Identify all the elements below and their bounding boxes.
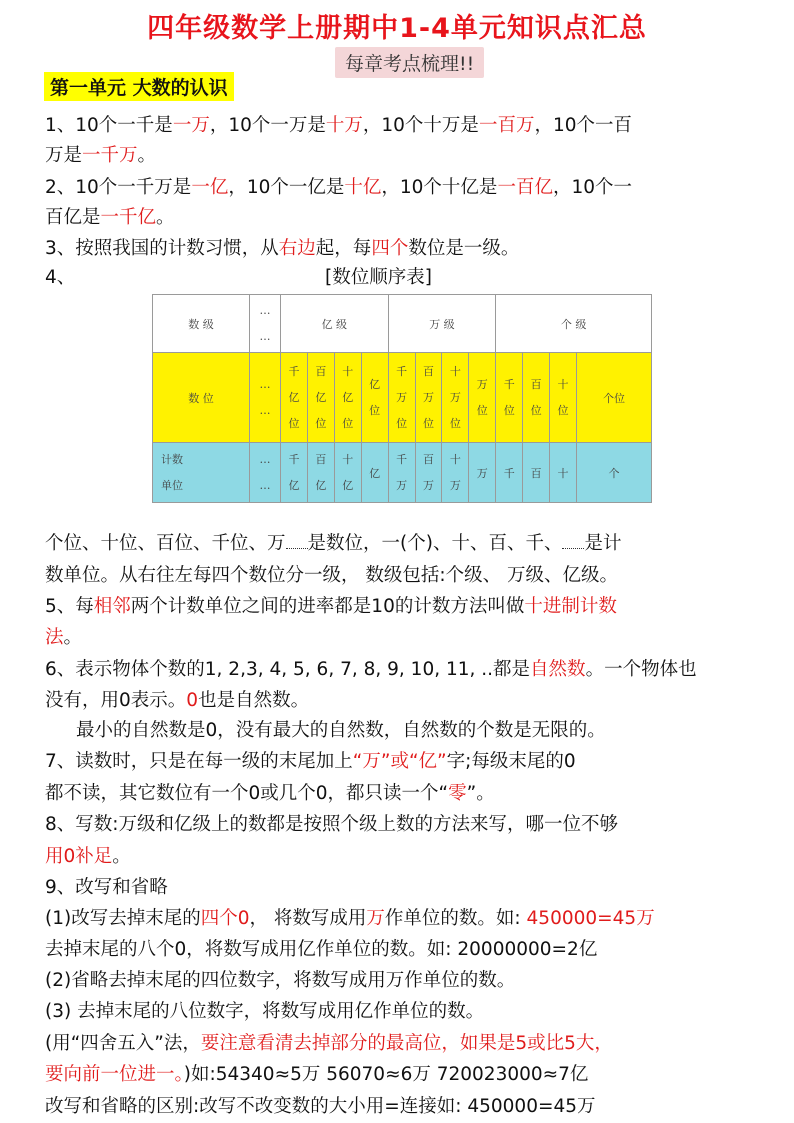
place-cell: 百 位	[523, 353, 550, 443]
level-cell: 万 级	[388, 295, 496, 353]
dots-cell: … …	[250, 295, 281, 353]
point-6-line-2: 没有，用0表示。0也是自然数。	[45, 690, 310, 711]
point-2-line-1: 2、10个一千万是一亿，10个一亿是十亿，10个十亿是一百亿，10个一	[45, 177, 632, 198]
point-1-line-1: 1、10个一千是一万，10个一万是十万，10个十万是一百万，10个一百	[45, 115, 632, 136]
place-cell: 百 亿 位	[307, 353, 334, 443]
section-heading: 第一单元 大数的认识	[44, 72, 234, 101]
point-9-line-3: (2)省略去掉末尾的四位数字，将数写成用万作单位的数。	[45, 970, 516, 991]
unit-cell: 个	[577, 443, 652, 503]
point-9-line-7: 改写和省略的区别:改写不改变数的大小用=连接如: 450000=45万	[45, 1096, 596, 1117]
place-cell: 千 万 位	[388, 353, 415, 443]
point-8-line-1: 8、写数:万级和亿级上的数都是按照个级上数的方法来写，哪一位不够	[45, 814, 619, 835]
table-caption: [数位顺序表]	[325, 267, 432, 288]
point-2-line-2: 百亿是一千亿。	[45, 207, 175, 228]
level-cell: 亿 级	[281, 295, 389, 353]
unit-cell: 十 万	[442, 443, 469, 503]
place-cell: 个位	[577, 353, 652, 443]
page-title: 四年级数学上册期中1-4单元知识点汇总	[147, 13, 647, 44]
place-cell: 万 位	[469, 353, 496, 443]
place-cell: 十 亿 位	[334, 353, 361, 443]
point-3: 3、按照我国的计数习惯，从右边起，每四个数位是一级。	[45, 238, 520, 259]
row-header: 数 级	[153, 295, 250, 353]
unit-cell: 百 万	[415, 443, 442, 503]
point-4-number: 4、	[45, 267, 76, 288]
point-1-line-2: 万是一千万。	[45, 145, 157, 166]
table-row	[153, 443, 652, 503]
place-cell: 十 万 位	[442, 353, 469, 443]
point-7-line-1: 7、读数时，只是在每一级的末尾加上“万”或“亿”字;每级末尾的0	[45, 751, 576, 772]
point-5-line-1: 5、每相邻两个计数单位之间的进率都是10的计数方法叫做十进制计数	[45, 596, 617, 617]
place-cell: 千 亿 位	[281, 353, 308, 443]
point-9-line-2: 去掉末尾的八个0，将数写成用亿作单位的数。如: 20000000=2亿	[45, 939, 598, 960]
place-cell: 百 万 位	[415, 353, 442, 443]
point-9-title: 9、改写和省略	[45, 877, 168, 898]
point-9-line-4: (3) 去掉末尾的八位数字，将数写成用亿作单位的数。	[45, 1001, 485, 1022]
point-9-line-1: (1)改写去掉末尾的四个0， 将数写成用万作单位的数。如: 450000=45万	[45, 908, 655, 929]
dots-cell: … …	[250, 353, 281, 443]
unit-cell: 亿	[361, 443, 388, 503]
place-cell: 十 位	[550, 353, 577, 443]
dots-cell: … …	[250, 443, 281, 503]
point-4-text-line-2: 数单位。从右往左每四个数位分一级， 数级包括:个级、 万级、亿级。	[45, 565, 618, 586]
unit-cell: 十 亿	[334, 443, 361, 503]
level-cell: 个 级	[496, 295, 652, 353]
row-header: 计数 单位	[153, 443, 250, 503]
table-row	[153, 353, 652, 443]
point-8-line-2: 用0补足。	[45, 846, 131, 867]
unit-cell: 十	[550, 443, 577, 503]
table-row	[153, 295, 652, 353]
place-value-table	[152, 294, 652, 503]
unit-cell: 百 亿	[307, 443, 334, 503]
point-9-line-5: (用“四舍五入”法，要注意看清去掉部分的最高位，如果是5或比5大，	[45, 1033, 613, 1054]
unit-cell: 千 亿	[281, 443, 308, 503]
point-6-line-1: 6、表示物体个数的1, 2,3, 4, 5, 6, 7, 8, 9, 10, 11, ..都是自然数。一个物体也	[45, 659, 697, 680]
page-subtitle: 每章考点梳理!!	[335, 47, 484, 78]
unit-cell: 万	[469, 443, 496, 503]
point-7-line-2: 都不读，其它数位有一个0或几个0，都只读一个“零”。	[45, 783, 495, 804]
row-header: 数 位	[153, 353, 250, 443]
point-6-line-3: 最小的自然数是0，没有最大的自然数，自然数的个数是无限的。	[76, 720, 606, 741]
unit-cell: 千	[496, 443, 523, 503]
unit-cell: 千 万	[388, 443, 415, 503]
unit-cell: 百	[523, 443, 550, 503]
point-5-line-2: 法。	[45, 627, 83, 648]
place-cell: 亿 位	[361, 353, 388, 443]
point-9-line-6: 要向前一位进一。)如:54340≈5万 56070≈6万 720023000≈7亿	[45, 1064, 589, 1085]
point-4-text-line-1: 个位、十位、百位、千位、万 是数位，一(个)、十、百、千、 是计	[45, 533, 622, 554]
place-cell: 千 位	[496, 353, 523, 443]
